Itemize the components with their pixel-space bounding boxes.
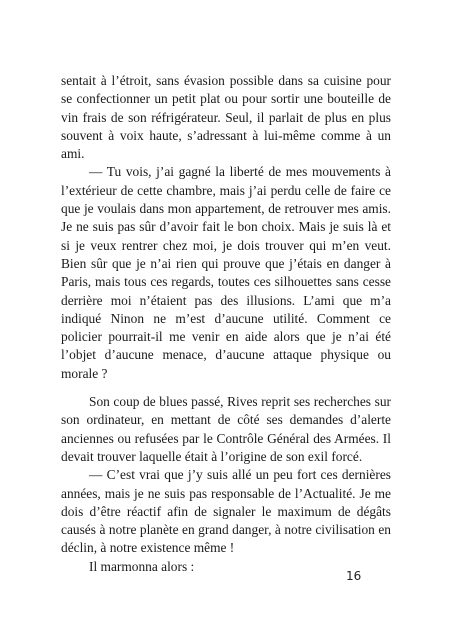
paragraph-dialogue-2: — C’est vrai que j’y suis allé un peu fort ces dernières années, mais je ne suis pas responsable de l’Actualité. Je me dois d’être réactif afin de signaler le maximum de dégâts causés à notre planète en grand danger, à notre civilisation en déclin, à notre existence même ! xyxy=(61,467,391,556)
paragraph-dialogue-1: — Tu vois, j’ai gagné la liberté de mes mouvements à l’extérieur de cette chambre, mais j’ai perdu celle de faire ce que je voulais dans mon appartement, de retrouver mes amis. Je ne suis pas sûr d’avoir fait le bon choix. Mais je suis là et si je veux rentrer chez moi, je dois trouver qui m’en veut. Bien sûr que je n’ai rien qui prouve que j’étais en danger à Paris, mais tous ces regards, toutes ces silhouettes sans cesse derrière moi n’étaient pas des illusions. L’ami que m’a indiqué Ninon ne m’est d’aucune utilité. Comment ce policier pourrait-il me venir en aide alors que je n’ai été l’objet d’aucune menace, d’aucune attaque physique ou morale ? xyxy=(61,164,391,381)
page-number: 16 xyxy=(346,569,362,583)
document-page xyxy=(61,72,391,576)
paragraph-closing: Il marmonna alors : xyxy=(89,558,195,574)
paragraph-narration: Son coup de blues passé, Rives reprit ses recherches sur son ordinateur, en mettant de côté ses demandes d’alerte anciennes ou refusées par le Contrôle Général des Armées. Il devait trouver laquelle était à l’origine de son exil forcé. xyxy=(61,394,391,464)
paragraph-continuation: sentait à l’étroit, sans évasion possible dans sa cuisine pour se confectionner un petit plat ou pour sortir une bouteille de vin frais de son réfrigérateur. Seul, il parlait de plus en plus souvent à voix haute, s’adressant à lui-même comme à un ami. xyxy=(61,73,391,162)
